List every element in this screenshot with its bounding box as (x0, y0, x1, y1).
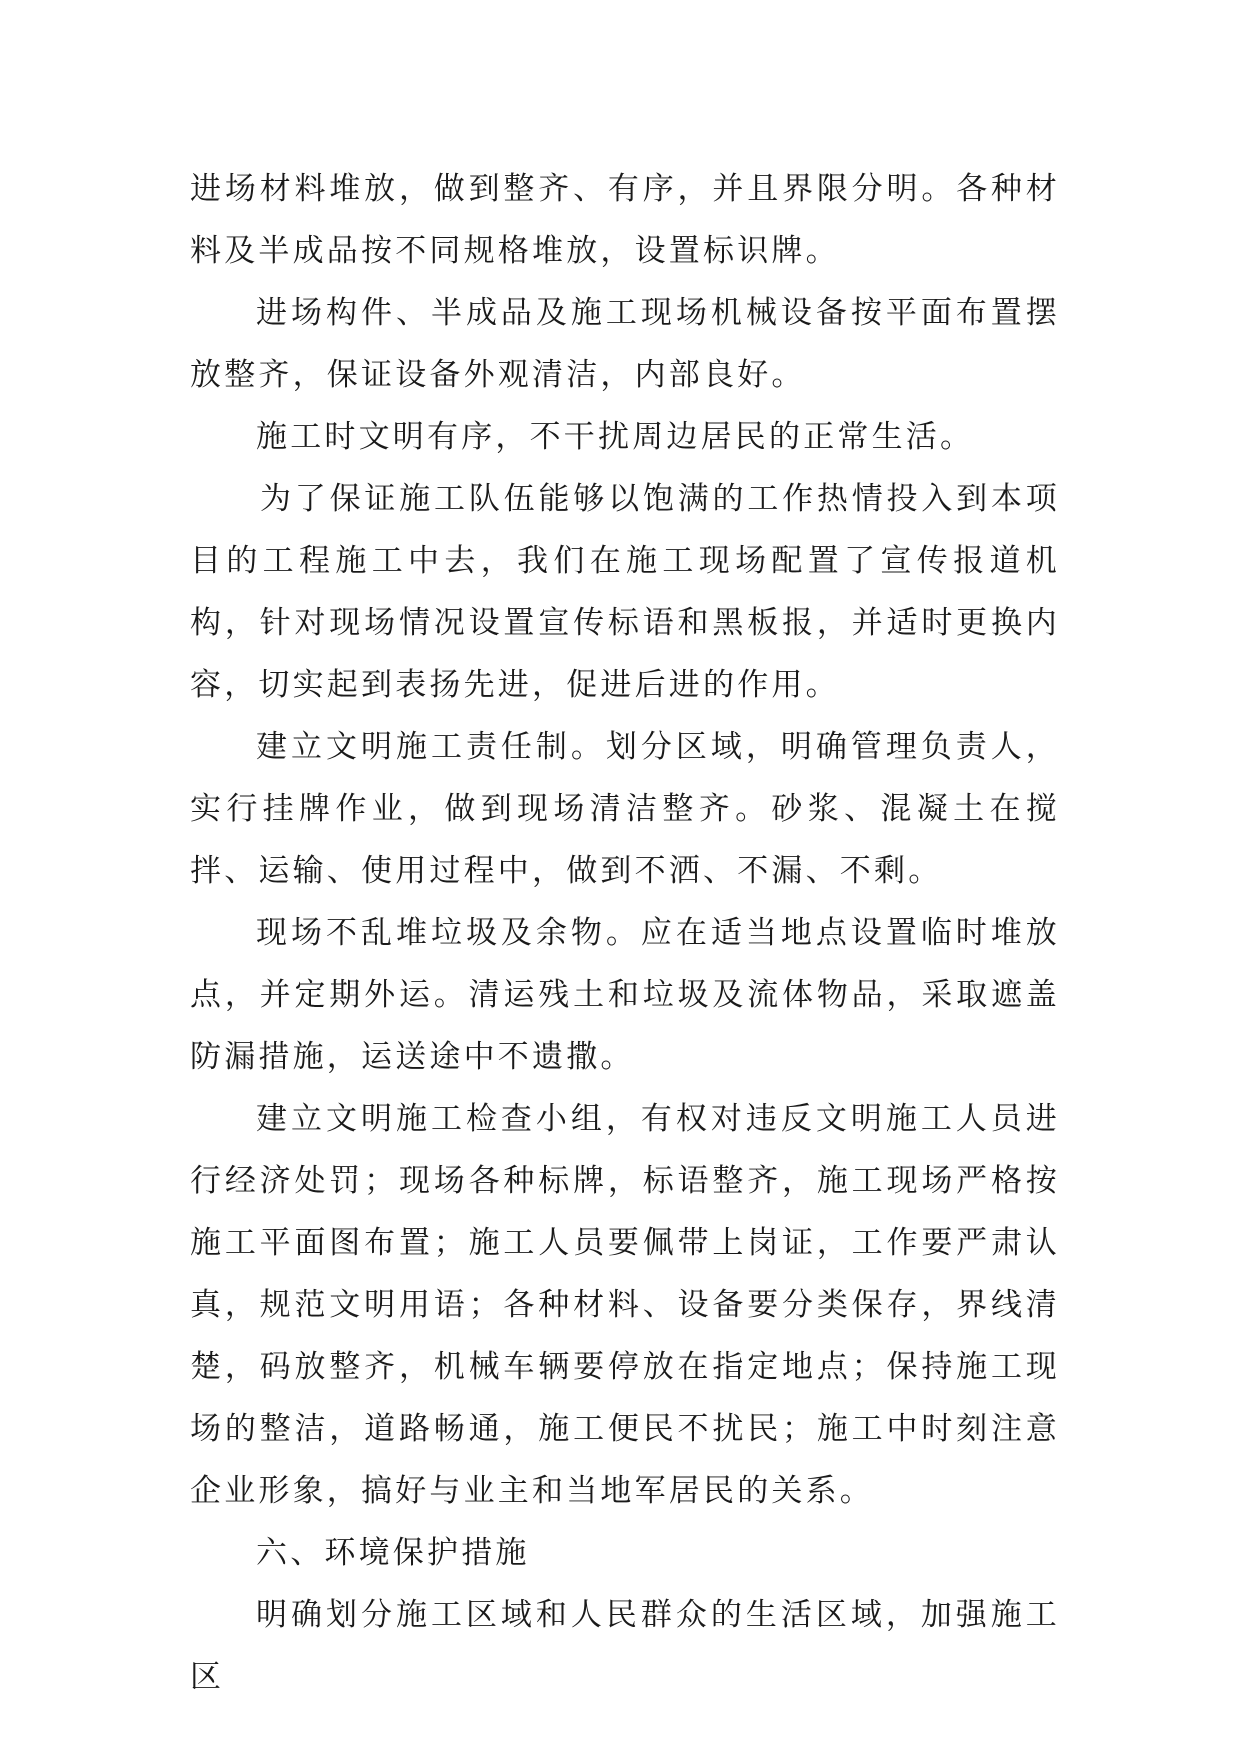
document-body (190, 158, 1060, 1708)
paragraph-area-division: 明确划分施工区域和人民群众的生活区域，加强施工区 (190, 1597, 1060, 1695)
paragraph-inspection-group: 建立文明施工检查小组，有权对违反文明施工人员进行经济处罚；现场各种标牌，标语整齐，施工现场严格按施工平面图布置；施工人员要佩带上岗证，工作要严肃认真，规范文明用语；各种材料、设备要分类保存，界线清楚，码放整齐，机械车辆要停放在指定地点；保持施工现场的整洁，道路畅通，施工便民不扰民；施工中时刻注意企业形象，搞好与业主和当地军居民的关系。 (190, 1101, 1060, 1509)
paragraph-orderly-construction: 施工时文明有序，不干扰周边居民的正常生活。 (256, 419, 975, 455)
paragraph-waste-handling: 现场不乱堆垃圾及余物。应在适当地点设置临时堆放点，并定期外运。清运残土和垃圾及流体物品，采取遮盖防漏措施，运送途中不遗撒。 (190, 915, 1060, 1075)
paragraph-responsibility-system: 建立文明施工责任制。划分区域，明确管理负责人，实行挂牌作业，做到现场清洁整齐。砂浆、混凝土在搅拌、运输、使用过程中，做到不洒、不漏、不剩。 (190, 729, 1060, 889)
paragraph-material-stacking: 进场材料堆放，做到整齐、有序，并且界限分明。各种材料及半成品按不同规格堆放，设置标识牌。 (190, 171, 1060, 269)
section-heading-environmental-protection: 六、环境保护措施 (256, 1535, 530, 1571)
paragraph-publicity: 为了保证施工队伍能够以饱满的工作热情投入到本项目的工程施工中去，我们在施工现场配置了宣传报道机构，针对现场情况设置宣传标语和黑板报，并适时更换内容，切实起到表扬先进，促进后进的作用。 (190, 481, 1060, 703)
paragraph-equipment-placement: 进场构件、半成品及施工现场机械设备按平面布置摆放整齐，保证设备外观清洁，内部良好。 (190, 295, 1060, 393)
